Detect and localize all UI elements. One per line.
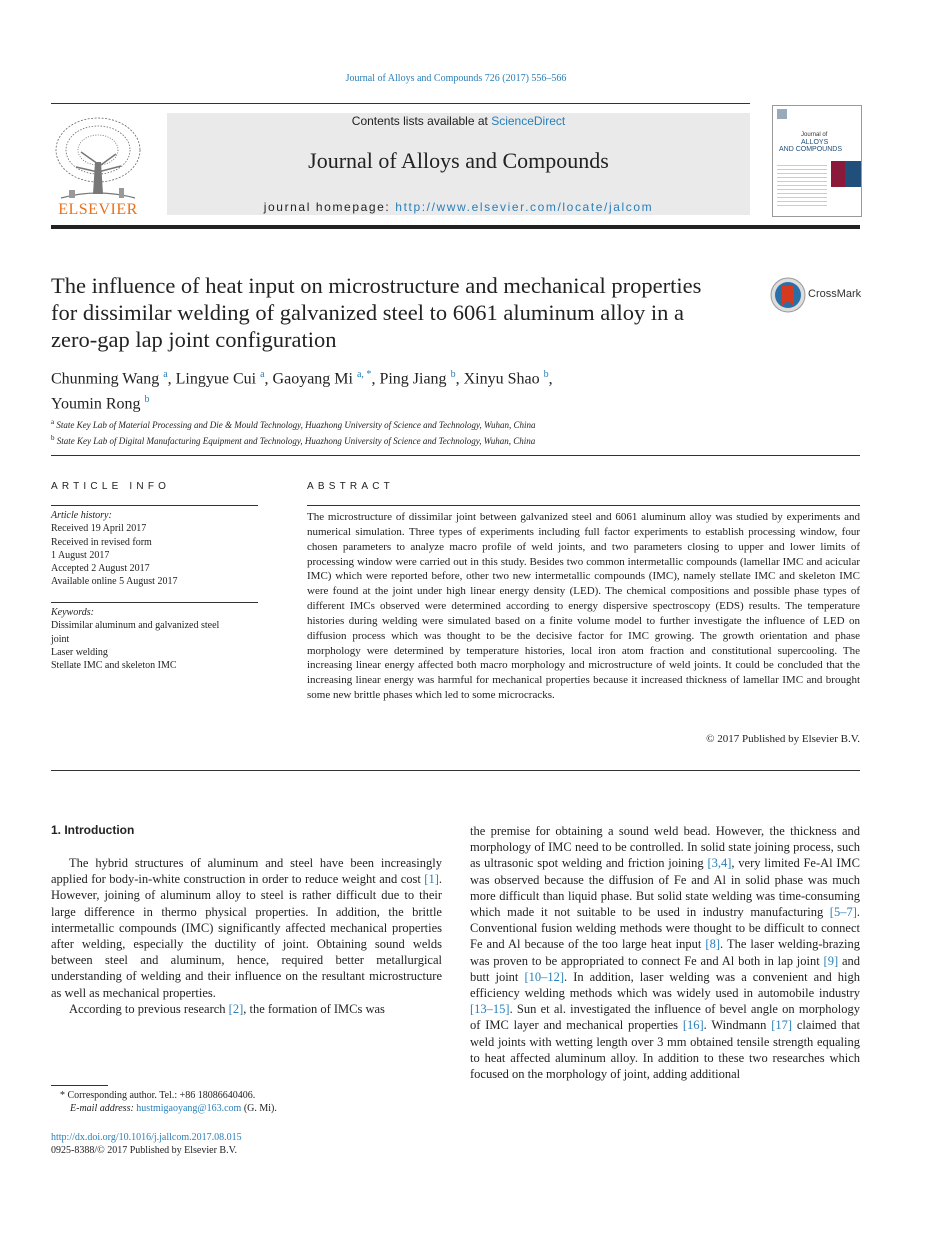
homepage-link[interactable]: http://www.elsevier.com/locate/jalcom	[395, 200, 654, 214]
text-run: , very limited Fe-Al IMC was observed because the diffusion of Fe and Al in solid phase was much more difficult than liquid phase. But solid state welding was time-consuming which made it not suitable to be used in industry manufacturing	[470, 856, 860, 920]
cover-red-block	[831, 161, 845, 187]
article-info-rule	[51, 505, 258, 506]
journal-reference[interactable]: Journal of Alloys and Compounds 726 (2017) 556–566	[345, 73, 567, 84]
cover-title	[779, 132, 843, 153]
history-item: Available online 5 August 2017	[51, 576, 178, 588]
author-affil-mark[interactable]: a	[260, 369, 265, 380]
paragraph	[51, 1001, 442, 1017]
text-run: . However, joining of aluminum alloy to steel is rather difficult due to their large difference in thermo physical properties. In addition, the brittle intermetallic compounds (IMC) significantly affected mechanical properties after welding, especially the ductility of joint. Obtaining sound welds between steel and aluminum, hence, required better metallurgical understanding of welding and their influence on the resultant microstructure as well as mechanical properties.	[51, 872, 442, 1000]
contents-availability	[167, 114, 750, 128]
author-separator: ,	[455, 370, 464, 388]
author-affil-mark[interactable]: b	[450, 369, 456, 380]
footnote	[51, 1089, 451, 1116]
cover-title-line-1: Journal of	[801, 132, 828, 138]
contents-prefix: Contents lists available at	[351, 114, 492, 128]
text-run: The hybrid structures of aluminum and steel have been increasingly applied for body-in-white construction in order to reduce weight and cost	[51, 856, 442, 887]
text-run: . Sun et al. investigated the influence of bevel angle on morphology of IMC layer and mechanical properties	[470, 1002, 860, 1033]
affiliation-mark: a	[51, 418, 55, 426]
text-run: claimed that weld joints with wetting length over 3 mm obtained tensile strength equaling to heat affected aluminum alloy. In addition to these two researches which focused on the morphology of joint, adding additional	[470, 1018, 860, 1082]
author-affil-mark[interactable]: b	[144, 394, 150, 406]
doi-link[interactable]: http://dx.doi.org/10.1016/j.jallcom.2017.08.015	[51, 1132, 242, 1143]
citation-link[interactable]: [13–15]	[470, 1002, 510, 1017]
email-link[interactable]: hustmigaoyang@163.com	[136, 1103, 242, 1115]
author-separator: ,	[167, 370, 176, 388]
footnote-rule	[51, 1085, 108, 1086]
citation-link[interactable]: [3,4]	[707, 856, 732, 871]
abstract-text: The microstructure of dissimilar joint between galvanized steel and 6061 aluminum alloy was studied by experiments and numerical simulation. Three types of experiments including full factor experiments to establish processing window, four chosen parameters to analyze macro profile of weld joints, and two parameters closing to upper and lower limits of processing window were carried out in this study. Besides two common intermetallic compounds (lamellar IMC and acicular IMC) which were reported before, other two new intermetallic compounds (IMC), namely stellate IMC and skeleton IMC were found at the joint under high linear energy density (LED). The chemical compositions and possible phase types of different IMCs observed were determined according to energy dispersive spectroscopy (EDS) results. The temperature histories during welding were simulated based on a finite volume model to further investigate the influence of LED on diffusion process which was thought to be the decisive factor for IMC growing. The growth orientation and phase morphology were determined by temperature histories, local iron atom fraction and constitutional supercooling. The increasing linear energy affected both macro morphology and microstructure of weld joints. It could be concluded that the increasing linear energy was harmful for mechanical properties because it increased thickness of lamellar IMC and brought some new brittle phases which led to some microcracks.	[307, 511, 860, 702]
text-run: . Conventional fusion welding methods were thought to be difficult to connect Fe and Al because of the too large heat input	[470, 905, 860, 952]
author-name: Chunming Wang	[51, 370, 160, 388]
section-rule	[51, 770, 860, 771]
cover-emblem-icon	[777, 109, 787, 119]
sciencedirect-link[interactable]: ScienceDirect	[491, 114, 566, 128]
cover-blue-block	[845, 161, 861, 187]
author-affil-mark[interactable]: b	[543, 369, 549, 380]
email-label: E-mail address:	[70, 1103, 137, 1115]
article-history	[51, 509, 258, 589]
citation-link[interactable]: [16]	[682, 1018, 704, 1033]
body-column-left	[51, 855, 442, 1017]
text-run: According to previous research	[69, 1001, 229, 1016]
author-separator: ,	[371, 370, 380, 388]
author-separator: ,	[548, 370, 553, 388]
citation-link[interactable]: [17]	[771, 1018, 793, 1033]
text-run: and butt joint	[470, 953, 860, 984]
issn-line: 0925-8388/© 2017 Published by Elsevier B.V.	[51, 1145, 238, 1157]
text-run: , the formation of IMCs was	[243, 1001, 385, 1016]
keywords	[51, 606, 258, 672]
keyword: Laser welding	[51, 646, 108, 658]
author-name: Gaoyang Mi	[272, 370, 353, 388]
paragraph	[470, 823, 860, 1082]
publisher-wordmark: ELSEVIER	[58, 201, 138, 218]
affiliation	[51, 432, 751, 448]
history-item: Received 19 April 2017	[51, 523, 147, 535]
journal-title: Journal of Alloys and Compounds	[308, 148, 609, 173]
affiliation-text: State Key Lab of Digital Manufacturing Equipment and Technology, Huazhong University of Science and Technology, Wuhan, China	[56, 436, 536, 446]
abstract-heading: ABSTRACT	[307, 481, 394, 492]
affiliation-mark: b	[51, 434, 55, 442]
homepage-prefix: journal homepage:	[263, 200, 396, 214]
affiliations	[51, 416, 751, 448]
affiliation-text: State Key Lab of Material Processing and Die & Mould Technology, Huazhong University of Science and Technology, Wuhan, China	[56, 420, 536, 430]
abstract-rule	[307, 505, 860, 506]
cover-title-line-3: AND COMPOUNDS	[779, 146, 843, 153]
citation-link[interactable]: [5–7]	[829, 905, 857, 920]
citation-link[interactable]: [2]	[228, 1001, 244, 1016]
body-column-right	[470, 823, 860, 1082]
history-item: Accepted 2 August 2017	[51, 563, 150, 575]
article-info-heading: ARTICLE INFO	[51, 481, 171, 492]
text-run: the premise for obtaining a sound weld bead. However, the thickness and morphology of IMC need to be controlled. In solid state joining process, such as ultrasonic spot welding and friction joining	[470, 824, 860, 871]
history-label: Article history:	[51, 510, 112, 521]
keywords-rule	[51, 602, 258, 603]
history-item: 1 August 2017	[51, 549, 110, 561]
header-rule	[51, 103, 750, 104]
doi-block	[51, 1131, 242, 1158]
keyword: Stellate IMC and skeleton IMC	[51, 660, 177, 672]
header-thick-rule	[51, 225, 860, 229]
citation-link[interactable]: [1]	[424, 872, 439, 887]
keyword: Dissimilar aluminum and galvanized steel	[51, 620, 220, 632]
citation-link[interactable]: [8]	[705, 937, 720, 952]
author-separator: ,	[264, 370, 273, 388]
keyword: joint	[51, 633, 70, 645]
crossmark-label[interactable]: CrossMark	[808, 288, 862, 300]
cover-title-line-2: ALLOYS	[801, 139, 829, 146]
paragraph	[51, 855, 442, 1001]
corresponding-author: * Corresponding author. Tel.: +86 18086640406.	[60, 1090, 256, 1101]
keywords-label: Keywords:	[51, 607, 94, 618]
history-item: Received in revised form	[51, 536, 152, 548]
author-affil-mark[interactable]: a	[163, 369, 168, 380]
text-run: . In addition, laser welding was a convenient and high efficiency welding methods which was widely used in automobile industry	[470, 969, 860, 1001]
author-name: Xinyu Shao	[463, 370, 540, 388]
section-heading-introduction: 1. Introduction	[51, 823, 135, 837]
author-name: Ping Jiang	[379, 370, 447, 388]
citation-link[interactable]: [10–12]	[524, 969, 565, 984]
journal-cover-thumbnail[interactable]	[772, 105, 862, 217]
email-suffix: (G. Mi).	[241, 1103, 277, 1115]
email-line	[51, 1102, 451, 1115]
journal-homepage	[167, 200, 750, 214]
text-run: . The laser welding-brazing was proven to be appropriated to connect Fe and Al both in lap joint	[470, 937, 860, 968]
abstract-copyright: © 2017 Published by Elsevier B.V.	[706, 733, 860, 745]
text-run: . Windmann	[703, 1018, 772, 1033]
cover-text-lines	[777, 162, 827, 208]
section-rule	[51, 455, 860, 456]
citation-link[interactable]: [9]	[823, 953, 839, 968]
affiliation	[51, 416, 751, 432]
author-affil-mark[interactable]: a, *	[356, 369, 372, 380]
author-name: Lingyue Cui	[175, 370, 257, 388]
author-list	[51, 364, 691, 415]
author-name: Youmin Rong	[51, 395, 141, 413]
article-title: The influence of heat input on microstructure and mechanical properties for dissimilar welding of galvanized steel to 6061 aluminum alloy in a zero-gap lap joint configuration	[51, 273, 702, 352]
